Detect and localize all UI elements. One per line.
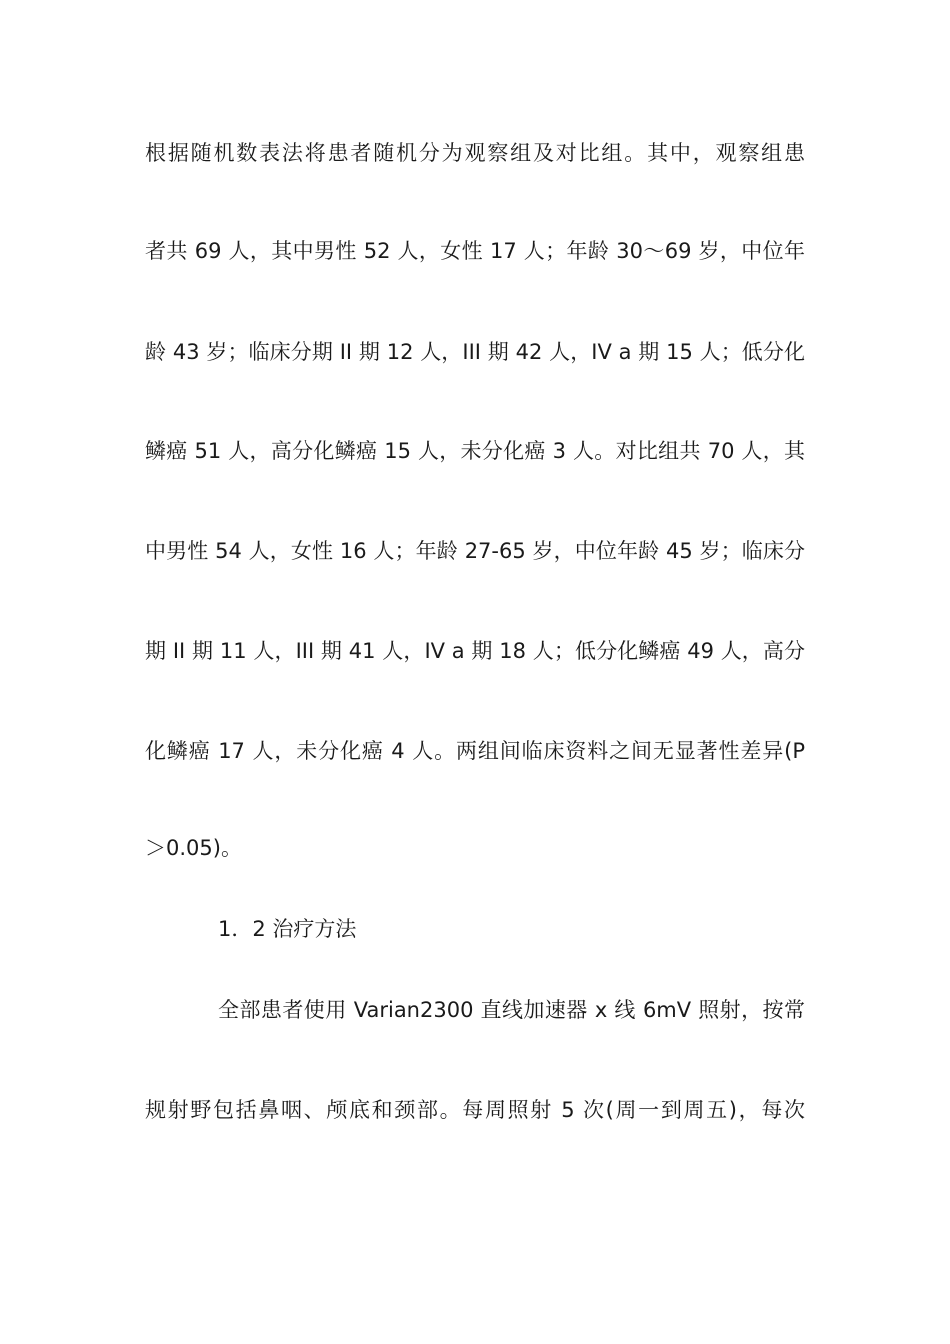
paragraph-1-line-4: 鳞癌 51 人，高分化鳞癌 15 人，未分化癌 3 人。对比组共 70 人，其: [145, 439, 805, 463]
section-heading: 1．2 治疗方法: [218, 917, 357, 941]
paragraph-1-line-2: 者共 69 人，其中男性 52 人，女性 17 人；年龄 30～69 岁，中位年: [145, 239, 805, 263]
paragraph-1-line-1: 根据随机数表法将患者随机分为观察组及对比组。其中，观察组患: [145, 141, 805, 165]
paragraph-1-line-7: 化鳞癌 17 人，未分化癌 4 人。两组间临床资料之间无显著性差异(P: [145, 739, 805, 763]
paragraph-1-line-8: ＞0.05)。: [145, 836, 242, 860]
paragraph-2-line-1: 全部患者使用 Varian2300 直线加速器 x 线 6mV 照射，按常: [218, 998, 805, 1022]
paragraph-1-line-6: 期 II 期 11 人，III 期 41 人，IV a 期 18 人；低分化鳞癌 49 人，高分: [145, 639, 805, 663]
paragraph-1-line-3: 龄 43 岁；临床分期 II 期 12 人，III 期 42 人，IV a 期 15 人；低分化: [145, 340, 805, 364]
paragraph-2-line-2: 规射野包括鼻咽、颅底和颈部。每周照射 5 次(周一到周五)，每次: [145, 1098, 805, 1122]
paragraph-1-line-5: 中男性 54 人，女性 16 人；年龄 27-65 岁，中位年龄 45 岁；临床分: [145, 539, 805, 563]
